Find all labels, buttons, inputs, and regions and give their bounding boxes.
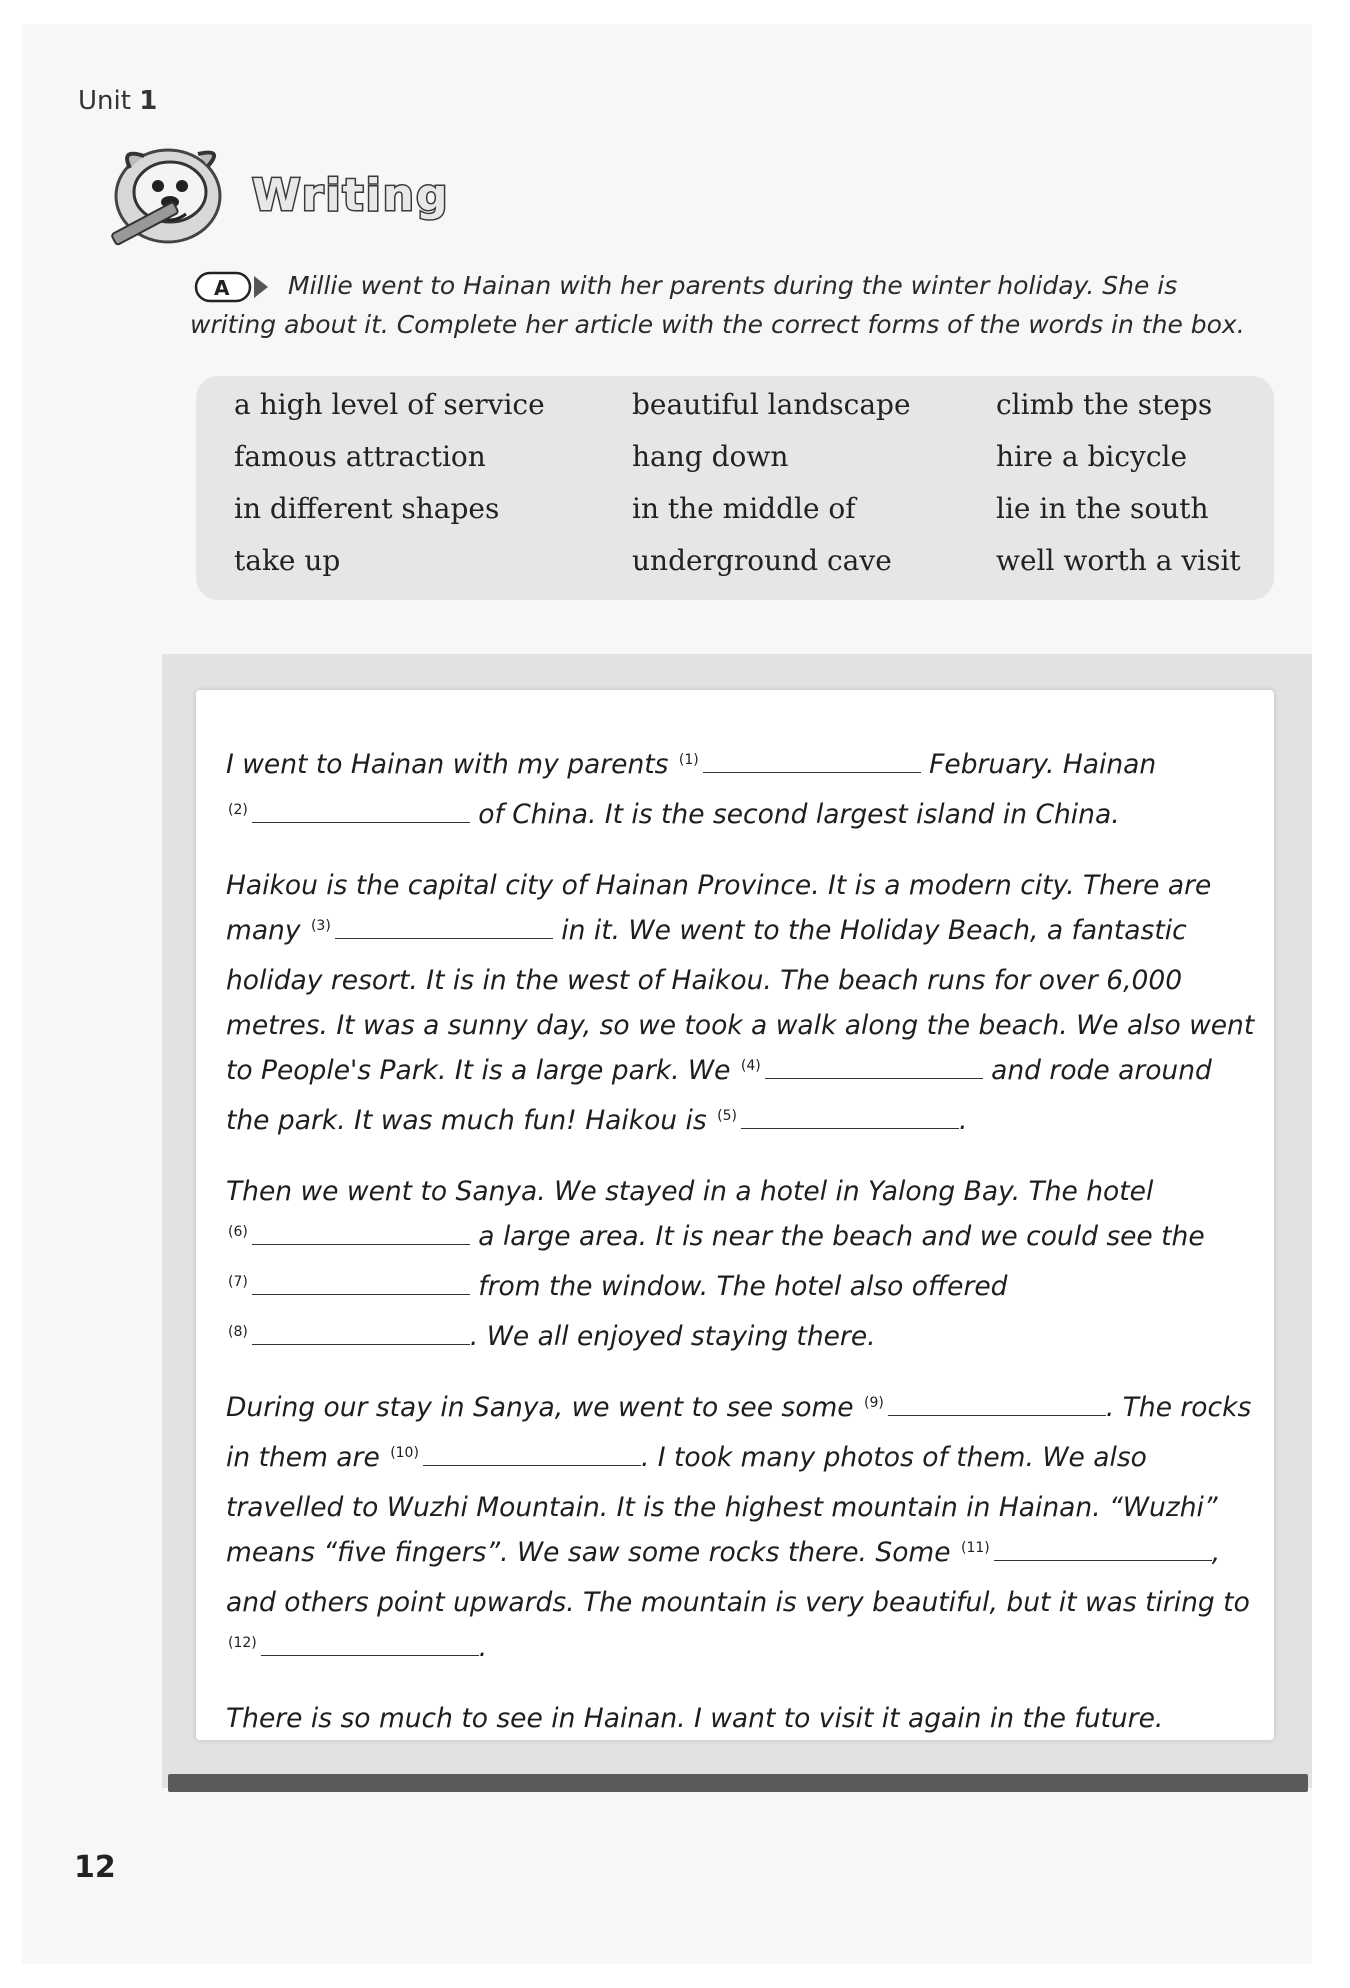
text-run: . [958, 1105, 968, 1136]
blank-number: (3) [310, 918, 331, 934]
article-shadow [168, 1774, 1308, 1792]
answer-blank-12[interactable] [261, 1629, 479, 1656]
section-title: Writing [252, 170, 450, 221]
article-paragraph-2 [226, 863, 1256, 1148]
blank-number: (4) [740, 1058, 761, 1074]
answer-blank-4[interactable] [765, 1052, 983, 1079]
word-item: a high level of service [234, 388, 545, 421]
answer-blank-2[interactable] [252, 796, 470, 823]
page-number: 12 [74, 1850, 116, 1885]
text-run: . [478, 1632, 488, 1663]
word-item: well worth a visit [996, 544, 1241, 577]
text-run: During our stay in Sanya, we went to see some [226, 1392, 854, 1423]
text-run: a large area. It is near the beach and we could see the [478, 1221, 1205, 1252]
text-run: from the window. The hotel also offered [478, 1271, 1008, 1302]
answer-blank-11[interactable] [994, 1534, 1212, 1561]
exercise-badge-letter: A [214, 276, 230, 300]
text-run: Then we went to Sanya. We stayed in a hotel in Yalong Bay. The hotel [226, 1176, 1154, 1207]
text-run: in it. We went to the Holiday Beach, a fantastic holiday resort. It is in the west of Haikou. The beach runs for over 6,000 metres. It was a sunny day, so we took a walk along the beach. We also went to People's Park. It is a large park. We [226, 915, 1255, 1086]
text-run: and rode around the park. It was much fun! Haikou is [226, 1055, 1212, 1136]
article-text [226, 742, 1256, 1762]
text-run: Haikou is the capital city of Hainan Province. It is a modern city. There are many [226, 870, 1212, 946]
article-paragraph-4 [226, 1385, 1256, 1675]
word-item: in the middle of [632, 492, 856, 525]
blank-number: (11) [960, 1540, 990, 1556]
text-run: February. Hainan [929, 749, 1157, 780]
word-item: take up [234, 544, 341, 577]
word-item: famous attraction [234, 440, 486, 473]
text-run: I went to Hainan with my parents [226, 749, 669, 780]
answer-blank-9[interactable] [888, 1389, 1106, 1416]
answer-blank-8[interactable] [252, 1318, 470, 1345]
exercise-instructions: Millie went to Hainan with her parents during the winter holiday. She is writing about it. Complete her article with the correct forms of the words in the box. [190, 271, 1245, 339]
unit-word: Unit [78, 86, 131, 116]
blank-number: (5) [717, 1108, 737, 1124]
text-run: . The rocks in them are [226, 1392, 1252, 1473]
answer-blank-6[interactable] [252, 1218, 470, 1245]
answer-blank-5[interactable] [741, 1102, 959, 1129]
word-item: hang down [632, 440, 789, 473]
text-run: of China. It is the second largest island in China. [478, 799, 1120, 830]
word-item: beautiful landscape [632, 388, 911, 421]
text-run: , and others point upwards. The mountain is very beautiful, but it was tiring to [226, 1537, 1250, 1618]
blank-number: (1) [678, 752, 699, 768]
blank-number: (2) [228, 802, 248, 818]
word-item: underground cave [632, 544, 892, 577]
article-card [196, 690, 1274, 1740]
text-run: . I took many photos of them. We also travelled to Wuzhi Mountain. It is the highest mountain in Hainan. “Wuzhi” means “five fingers”. We saw some rocks there. Some [226, 1442, 1218, 1568]
article-paragraph-3 [226, 1169, 1256, 1364]
dog-mascot-pencil-icon [108, 138, 234, 248]
answer-blank-1[interactable] [703, 746, 921, 773]
unit-label [78, 86, 157, 116]
word-item: in different shapes [234, 492, 500, 525]
blank-number: (6) [228, 1224, 248, 1240]
blank-number: (8) [228, 1324, 248, 1340]
article-paragraph-5 [226, 1696, 1256, 1741]
answer-blank-7[interactable] [252, 1268, 470, 1295]
article-paragraph-1 [226, 742, 1256, 842]
blank-number: (7) [228, 1274, 248, 1290]
word-item: lie in the south [996, 492, 1209, 525]
blank-number: (12) [228, 1635, 257, 1651]
answer-blank-3[interactable] [335, 912, 553, 939]
blank-number: (10) [390, 1445, 419, 1461]
answer-blank-10[interactable] [423, 1439, 641, 1466]
text-run: There is so much to see in Hainan. I want to visit it again in the future. [226, 1703, 1164, 1734]
unit-number: 1 [139, 86, 158, 116]
text-run: . We all enjoyed staying there. [469, 1321, 876, 1352]
blank-number: (9) [864, 1395, 884, 1411]
word-item: climb the steps [996, 388, 1213, 421]
word-item: hire a bicycle [996, 440, 1188, 473]
